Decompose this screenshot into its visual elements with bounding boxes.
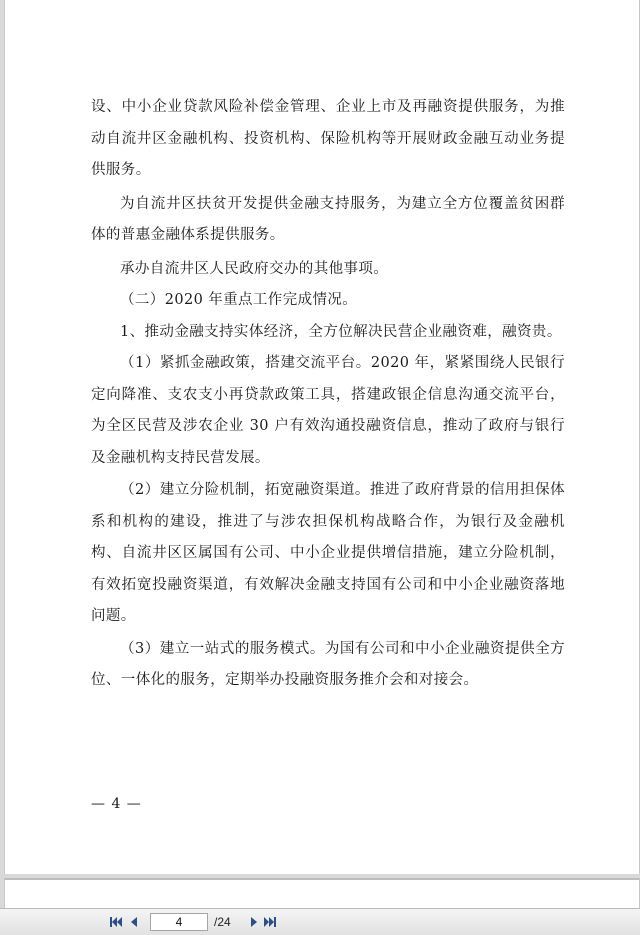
page-footer-number: — 4 — [91,796,142,812]
next-page-button[interactable] [246,914,262,930]
paragraph-subitem-1: （1）紧抓金融政策，搭建交流平台。2020 年，紧紧围绕人民银行定向降准、支农支小再贷款政策工具，搭建政银企信息沟通交流平台，为全区民营及涉农企业 30 户有效沟通投融资信息，推动了政府与银行及金融机构支持民营发展。 [91,355,565,466]
next-page-icon [249,916,259,928]
document-page [4,0,640,874]
page-navigation-toolbar [0,908,640,935]
paragraph-poverty-support: 为自流井区扶贫开发提供金融支持服务，为建立全方位覆盖贫困群体的普惠金融体系提供服务。 [91,195,565,243]
page-body [91,92,565,697]
section-heading-2020: （二）2020 年重点工作完成情况。 [120,292,358,308]
first-page-icon [109,916,123,928]
last-page-icon [263,916,277,928]
previous-page-button[interactable] [126,914,142,930]
page-number-input[interactable] [150,913,208,931]
last-page-button[interactable] [262,914,278,930]
paragraph-subitem-2: （2）建立分险机制，拓宽融资渠道。推进了政府背景的信用担保体系和机构的建设，推进了与涉农担保机构战略合作，为银行及金融机构、自流井区区属国有公司、中小企业提供增信措施，建立分险机制，有效拓宽投融资渠道，有效解决金融支持国有公司和中小企业融资落地问题。 [91,482,565,624]
paragraph-subitem-3: （3）建立一站式的服务模式。为国有公司和中小企业融资提供全方位、一体化的服务，定期举办投融资服务推介会和对接会。 [91,640,565,688]
page-total-label: /24 [214,915,231,929]
next-page-preview [4,878,640,910]
previous-page-icon [129,916,139,928]
first-page-button[interactable] [108,914,124,930]
paragraph-other-matters: 承办自流井区人民政府交办的其他事项。 [120,260,389,277]
paragraph-continuation: 设、中小企业贷款风险补偿金管理、企业上市及再融资提供服务，为推动自流井区金融机构、投资机构、保险机构等开展财政金融互动业务提供服务。 [91,99,565,178]
paragraph-item-1: 1、推动金融支持实体经济，全方位解决民营企业融资难，融资贵。 [120,323,562,340]
